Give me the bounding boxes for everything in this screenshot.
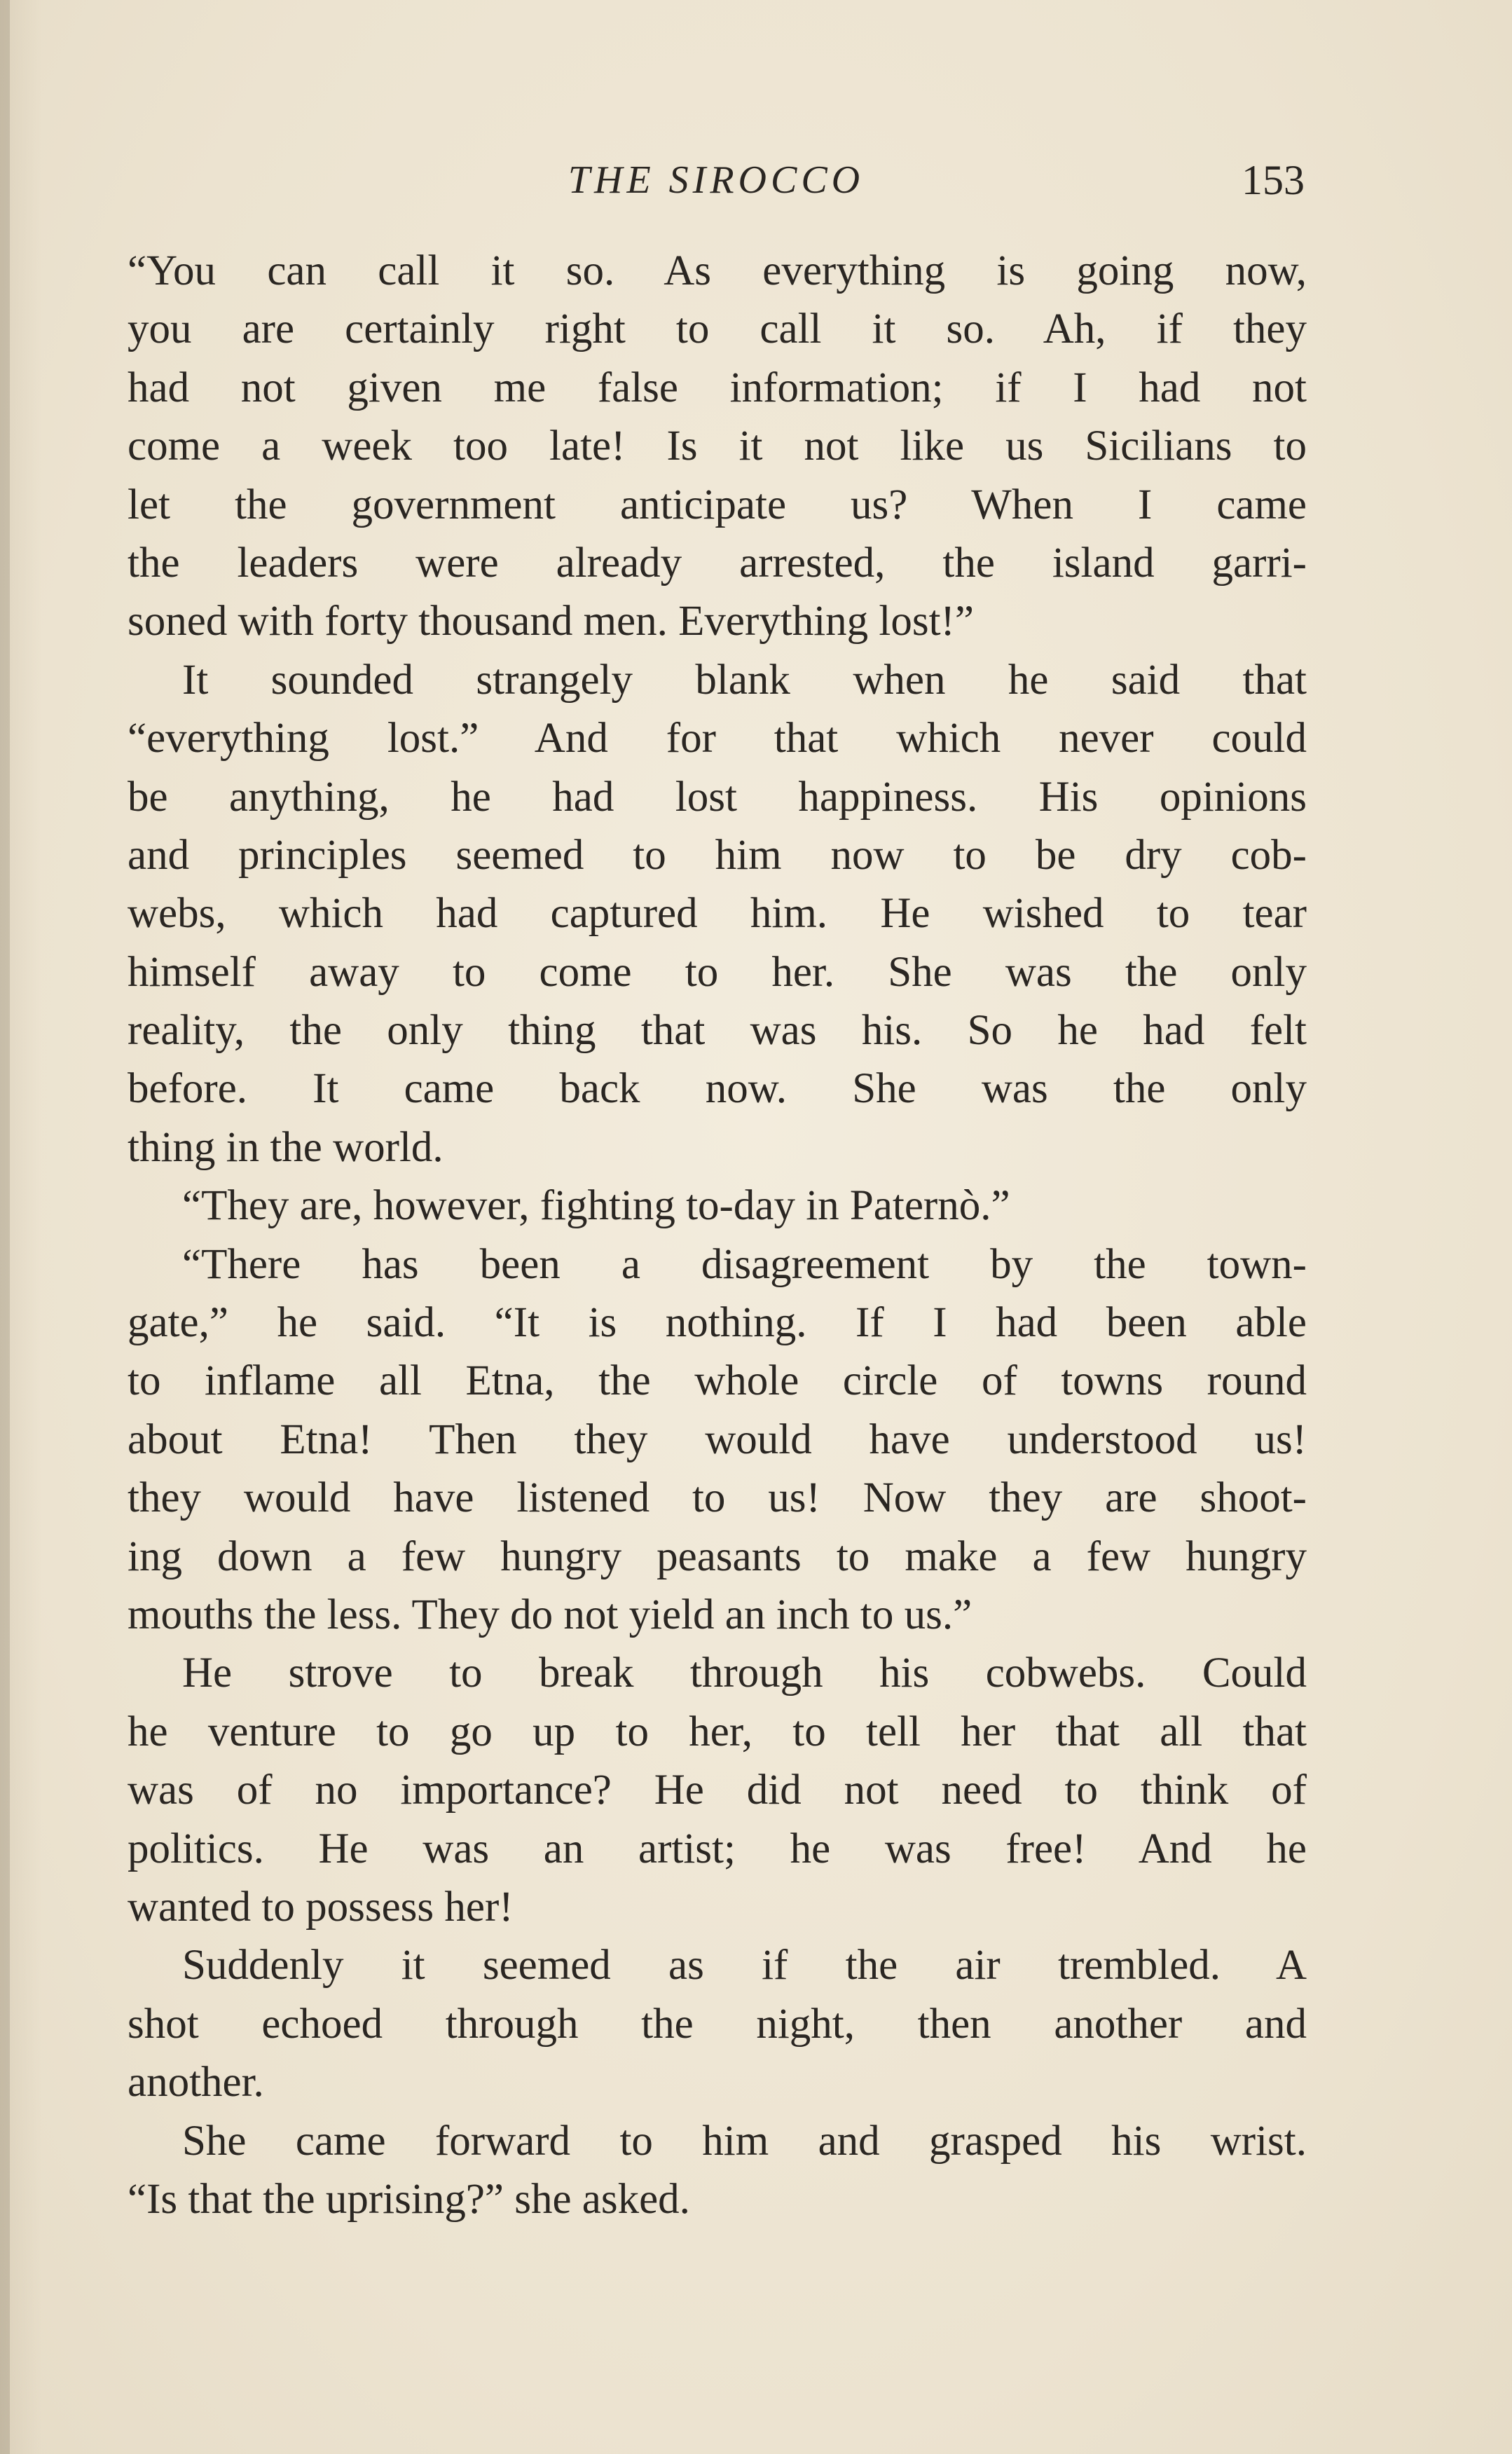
text-line: mouths the less. They do not yield an inch to us.”: [128, 1591, 973, 1638]
body-text: [128, 242, 1307, 2228]
text-line: reality, the only thing that was his. So he had felt: [128, 1007, 1307, 1055]
text-line: Suddenly it seemed as if the air trembled. A: [182, 1942, 1307, 1989]
text-line: “They are, however, fighting to-day in Paternò.”: [182, 1182, 1010, 1230]
text-line: another.: [128, 2059, 264, 2106]
text-line: gate,” he said. “It is nothing. If I had been able: [128, 1299, 1307, 1347]
text-line: webs, which had captured him. He wished to tear: [128, 890, 1307, 938]
text-line: “You can call it so. As everything is going now,: [128, 247, 1307, 294]
text-line: had not given me false information; if I had not: [128, 364, 1307, 411]
text-line: he venture to go up to her, to tell her that all that: [128, 1708, 1307, 1755]
text-line: soned with forty thousand men. Everything lost!”: [128, 598, 974, 645]
text-line: they would have listened to us! Now they are shoot-: [128, 1474, 1307, 1522]
text-line: was of no importance? He did not need to think of: [128, 1767, 1307, 1814]
text-line: “There has been a disagreement by the town-: [182, 1240, 1307, 1288]
text-line: ing down a few hungry peasants to make a few hungry: [128, 1533, 1307, 1580]
text-line: politics. He was an artist; he was free! And he: [128, 1825, 1307, 1872]
text-line: before. It came back now. She was the only: [128, 1065, 1307, 1113]
text-line: you are certainly right to call it so. Ah, if they: [128, 306, 1307, 353]
text-line: let the government anticipate us? When I came: [128, 481, 1307, 528]
text-line: be anything, he had lost happiness. His opinions: [128, 773, 1307, 821]
text-line: “Is that the uprising?” she asked.: [128, 2175, 690, 2223]
text-line: the leaders were already arrested, the island garri-: [128, 539, 1307, 587]
text-line: wanted to possess her!: [128, 1883, 514, 1931]
page-gutter-shadow: [0, 0, 10, 2454]
text-line: shot echoed through the night, then another and: [128, 2000, 1307, 2048]
text-line: to inflame all Etna, the whole circle of towns round: [128, 1357, 1307, 1405]
text-line: “everything lost.” And for that which never could: [128, 715, 1307, 762]
text-line: She came forward to him and grasped his wrist.: [182, 2117, 1307, 2165]
text-line: He strove to break through his cobwebs. Could: [182, 1650, 1307, 1697]
text-line: It sounded strangely blank when he said that: [182, 656, 1307, 704]
page-header: [128, 144, 1305, 207]
text-line: come a week too late! Is it not like us Sicilians to: [128, 423, 1307, 470]
text-line: about Etna! Then they would have understood us!: [128, 1415, 1307, 1463]
text-line: himself away to come to her. She was the only: [128, 948, 1307, 996]
running-title: THE SIROCCO: [568, 158, 865, 202]
page-number: 153: [1242, 157, 1305, 203]
text-line: and principles seemed to him now to be dry cob-: [128, 831, 1307, 879]
text-line: thing in the world.: [128, 1123, 444, 1171]
